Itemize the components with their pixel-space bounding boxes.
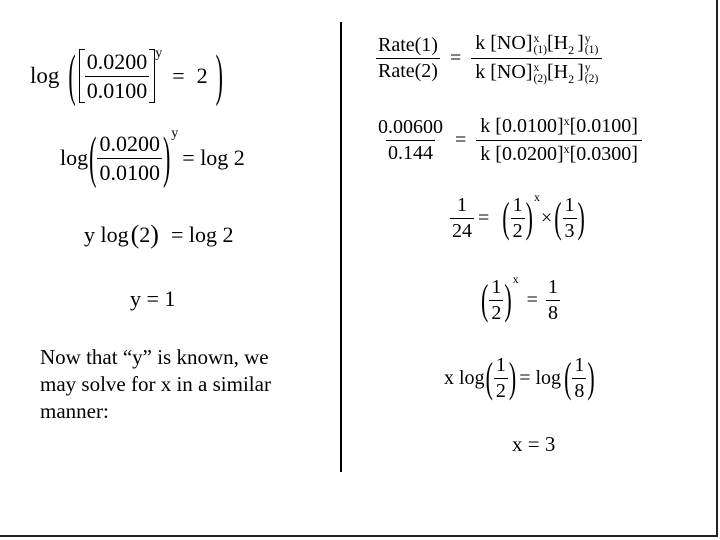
one-half: $\frac{1}{2}$ bbox=[491, 275, 502, 324]
fraction-numerator: 0.0200 bbox=[99, 130, 160, 156]
equals: = bbox=[455, 129, 467, 151]
left-equation-3: y log ( 2 ) = log 2 bbox=[84, 220, 234, 249]
one-half: $\frac{1}{2}$ bbox=[512, 193, 523, 242]
ratio-fraction bbox=[97, 131, 162, 186]
right-equation-6: x = 3 bbox=[512, 432, 556, 456]
concentration-denominator: k $[0.0200]^x[0.0300]$ bbox=[476, 140, 642, 166]
rhs: = log 2 bbox=[170, 222, 234, 247]
right-equation-1 bbox=[376, 32, 602, 85]
one-eighth: $\frac{1}{8}$ bbox=[574, 353, 585, 402]
one-over-24: $\frac{1}{24}$ bbox=[452, 193, 472, 242]
one-half: $\frac{1}{2}$ bbox=[495, 353, 506, 402]
left-equation-4: y = 1 bbox=[130, 286, 176, 311]
log-label: log bbox=[30, 63, 60, 88]
equals: = bbox=[526, 288, 538, 311]
ratio-fraction bbox=[85, 49, 150, 104]
fraction-denominator: 0.0100 bbox=[86, 77, 148, 103]
concentration-numerator: k $[0.0100]^x[0.0100]$ bbox=[480, 114, 638, 137]
close-paren: ) bbox=[162, 124, 171, 190]
exponent: x bbox=[533, 190, 540, 204]
left-equation-1 bbox=[30, 40, 224, 112]
rate-law-numerator: k [NO] x (1) [$H_2$ ] y (1) bbox=[475, 31, 599, 58]
open-paren: ( bbox=[68, 42, 76, 108]
rate-law-ratio bbox=[471, 32, 602, 85]
one-third: $\frac{1}{3}$ bbox=[564, 193, 575, 242]
open-paren: ( bbox=[89, 124, 97, 190]
rate-value-1: 0.00600 bbox=[378, 116, 443, 138]
rate-2: Rate(2) bbox=[378, 60, 438, 82]
right-equation-2 bbox=[376, 115, 642, 166]
exponent: y bbox=[155, 46, 163, 61]
exponent: y bbox=[171, 126, 179, 141]
log-label: log bbox=[60, 145, 89, 170]
paragraph-line: manner: bbox=[40, 399, 109, 423]
right-equation-3: $\frac{1}{24}$ = ( $\frac{1}{2}$ ) x × ( $\frac{1}{3}$ ) bbox=[452, 190, 585, 242]
rate-values-ratio bbox=[376, 116, 445, 165]
rate-1: Rate(1) bbox=[378, 34, 438, 56]
exponent: x bbox=[512, 272, 519, 286]
paragraph-line: may solve for x in a similar bbox=[40, 372, 271, 396]
equals: = bbox=[478, 206, 490, 229]
fraction-denominator: 0.0100 bbox=[99, 159, 160, 185]
rate-value-2: 0.144 bbox=[388, 142, 433, 164]
left-equation-2 bbox=[60, 124, 245, 190]
equals: = bbox=[172, 63, 185, 88]
fraction-numerator: 0.0200 bbox=[86, 48, 148, 74]
log-argument: 2 bbox=[139, 222, 151, 247]
right-equation-5: x log ( $\frac{1}{2}$ ) = log ( $\frac{1}{8}$ ) bbox=[444, 353, 595, 402]
equals-log: = log bbox=[519, 366, 562, 389]
rate-law-denominator: k [NO] x (2) [$H_2$ ] y (2) bbox=[471, 58, 602, 85]
close-paren: ) bbox=[215, 42, 223, 108]
paragraph-line: Now that “y” is known, we bbox=[40, 345, 269, 369]
concentration-ratio bbox=[476, 115, 642, 166]
column-divider bbox=[340, 22, 342, 472]
right-equation-4: ( $\frac{1}{2}$ ) x = $\frac{1}{8}$ bbox=[481, 272, 558, 324]
explanation-paragraph bbox=[40, 344, 271, 425]
ylog-label: y log bbox=[84, 222, 129, 247]
rate-ratio bbox=[376, 34, 440, 83]
times: × bbox=[540, 206, 553, 229]
rhs-value: 2 bbox=[196, 63, 208, 88]
equals: = bbox=[449, 47, 462, 69]
xlog-label: x log bbox=[444, 366, 485, 389]
one-eighth: $\frac{1}{8}$ bbox=[547, 275, 558, 324]
rhs: = log 2 bbox=[182, 145, 245, 170]
